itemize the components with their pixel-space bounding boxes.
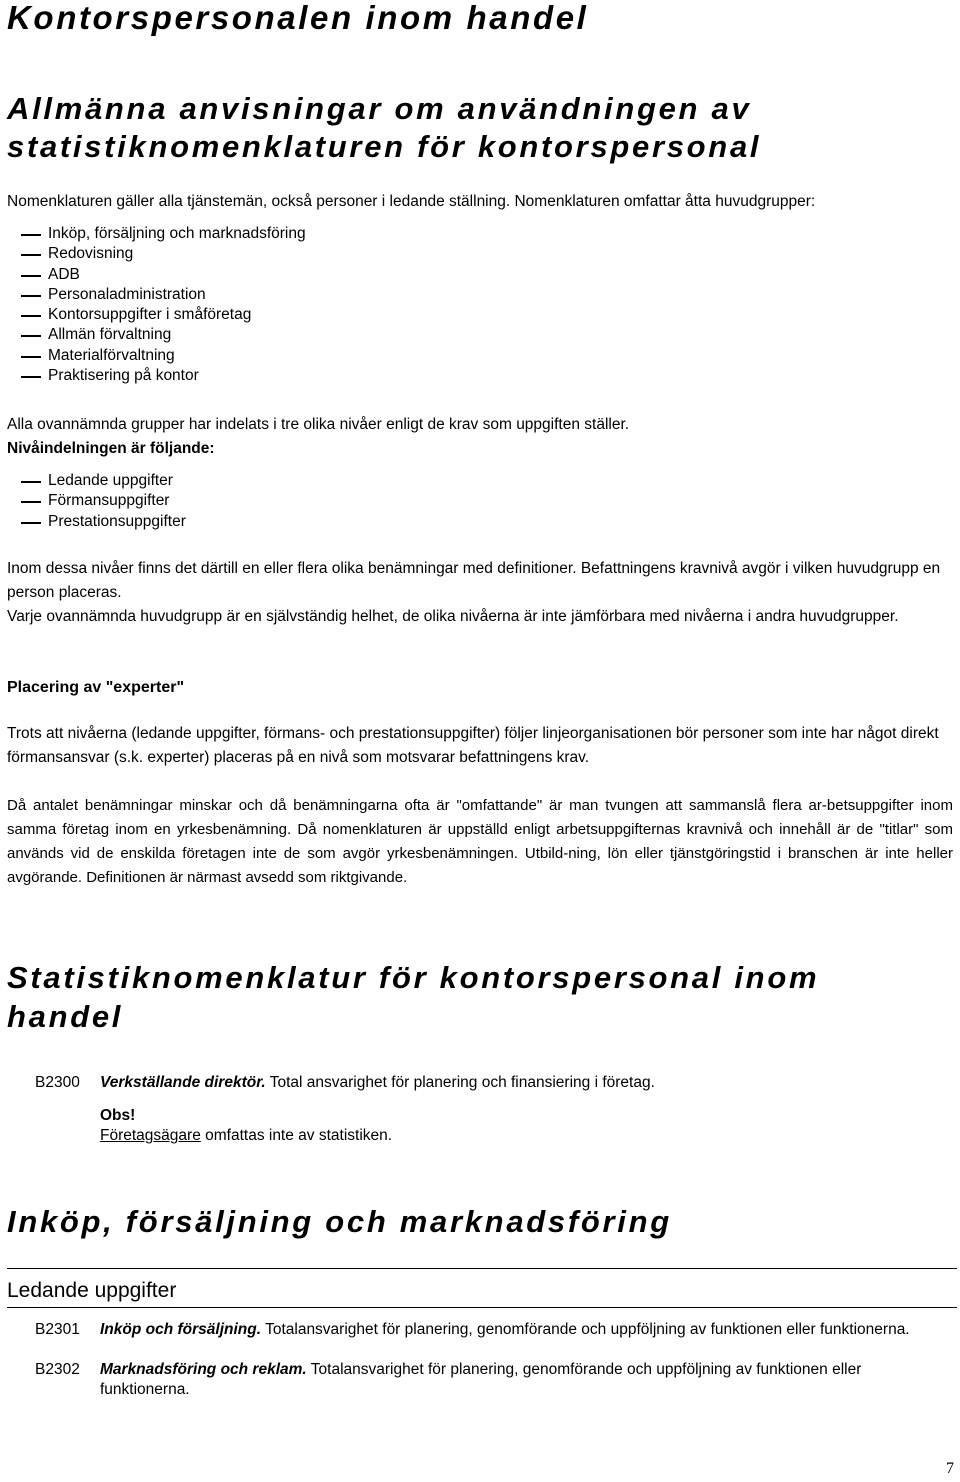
entry-name: Verkställande direktör.	[100, 1074, 266, 1091]
section-heading-purchasing: Inköp, försäljning och marknadsföring	[7, 1204, 672, 1239]
note-underlined-term: Företagsägare	[100, 1127, 201, 1144]
levels-intro: Alla ovannämnda grupper har indelats i tre olika nivåer enligt de krav som uppgiften ställer.	[7, 416, 630, 433]
entry-name: Inköp och försäljning.	[100, 1321, 262, 1338]
list-item: Kontorsuppgifter i småföretag	[21, 305, 306, 325]
entry-description: Total ansvarighet för planering och finansiering i företag.	[269, 1074, 655, 1091]
main-groups-list	[21, 224, 306, 386]
list-item: Förmansuppgifter	[21, 491, 186, 511]
entry-description: Totalansvarighet för planering, genomförande och uppföljning av funktionen eller funktionerna.	[100, 1361, 862, 1398]
levels-heading: Nivåindelningen är följande:	[7, 440, 215, 457]
independence-paragraph: Varje ovannämnda huvudgrupp är en självständig helhet, de olika nivåerna är inte jämförbara med nivåerna i andra huvudgrupper.	[7, 608, 899, 625]
section-heading-nomenclature: Statistiknomenklatur för kontorspersonal inom handel	[7, 960, 820, 1034]
level-heading: Ledande uppgifter	[7, 1279, 177, 1302]
note-label: Obs!	[100, 1107, 136, 1124]
dash-bullet-icon	[21, 335, 41, 337]
entry-name: Marknadsföring och reklam.	[100, 1361, 307, 1378]
dash-bullet-icon	[21, 275, 41, 277]
dash-bullet-icon	[21, 522, 41, 524]
dash-bullet-icon	[21, 254, 41, 256]
dash-bullet-icon	[21, 501, 41, 503]
page-title: Kontorspersonalen inom handel	[7, 0, 589, 36]
levels-paragraph: Inom dessa nivåer finns det därtill en eller flera olika benämningar med definitioner. Befattningens kravnivå avgör i vilken huvudgrupp en person placeras.	[7, 560, 941, 601]
list-item: Praktisering på kontor	[21, 366, 306, 386]
divider-top	[7, 1268, 957, 1269]
dash-bullet-icon	[21, 295, 41, 297]
note-text: omfattas inte av statistiken.	[205, 1127, 393, 1144]
experts-paragraph: Trots att nivåerna (ledande uppgifter, förmans- och prestationsuppgifter) följer linjeorganisationen bör personer som inte har något direkt förmansansvar (s.k. experter) placeras på en nivå som motsvarar befattningens krav.	[7, 725, 939, 766]
dash-bullet-icon	[21, 376, 41, 378]
merge-paragraph: Då antalet benämningar minskar och då benämningarna ofta är "omfattande" är man tvungen att sammanslå flera ar-betsuppgifter inom samma företag inom en yrkesbenämning. Då nomenklaturen är uppställd enligt arbetsuppgifternas kravnivå och innehåll är de "titlar" som används vid de enskilda företagen inte de som avgör yrkesbenämningen. Utbild-ning, lön eller tjänstgöringstid i branschen är inte heller avgörande. Definitionen är närmast avsedd som riktgivande.	[7, 797, 953, 886]
page-number: 7	[946, 1460, 954, 1477]
dash-bullet-icon	[21, 315, 41, 317]
list-item: Prestationsuppgifter	[21, 512, 186, 532]
list-item: Redovisning	[21, 244, 306, 264]
dash-bullet-icon	[21, 481, 41, 483]
entry-description: Totalansvarighet för planering, genomförande och uppföljning av funktionen eller funktionerna.	[265, 1321, 910, 1338]
dash-bullet-icon	[21, 234, 41, 236]
entry-code: B2300	[35, 1074, 80, 1091]
divider-bottom	[7, 1307, 957, 1308]
list-item: Ledande uppgifter	[21, 471, 186, 491]
experts-heading: Placering av "experter"	[7, 679, 185, 696]
section-heading-general-instructions: Allmänna anvisningar om användningen av statistiknomenklaturen för kontorspersonal	[7, 91, 762, 164]
list-item: Personaladministration	[21, 285, 306, 305]
list-item: Inköp, försäljning och marknadsföring	[21, 224, 306, 244]
list-item: Materialförvaltning	[21, 346, 306, 366]
list-item: Allmän förvaltning	[21, 325, 306, 345]
dash-bullet-icon	[21, 356, 41, 358]
entry-code: B2301	[35, 1321, 80, 1338]
levels-list	[21, 471, 186, 532]
list-item: ADB	[21, 265, 306, 285]
intro-paragraph: Nomenklaturen gäller alla tjänstemän, också personer i ledande ställning. Nomenklaturen omfattar åtta huvudgrupper:	[7, 193, 816, 210]
entry-code: B2302	[35, 1361, 80, 1378]
